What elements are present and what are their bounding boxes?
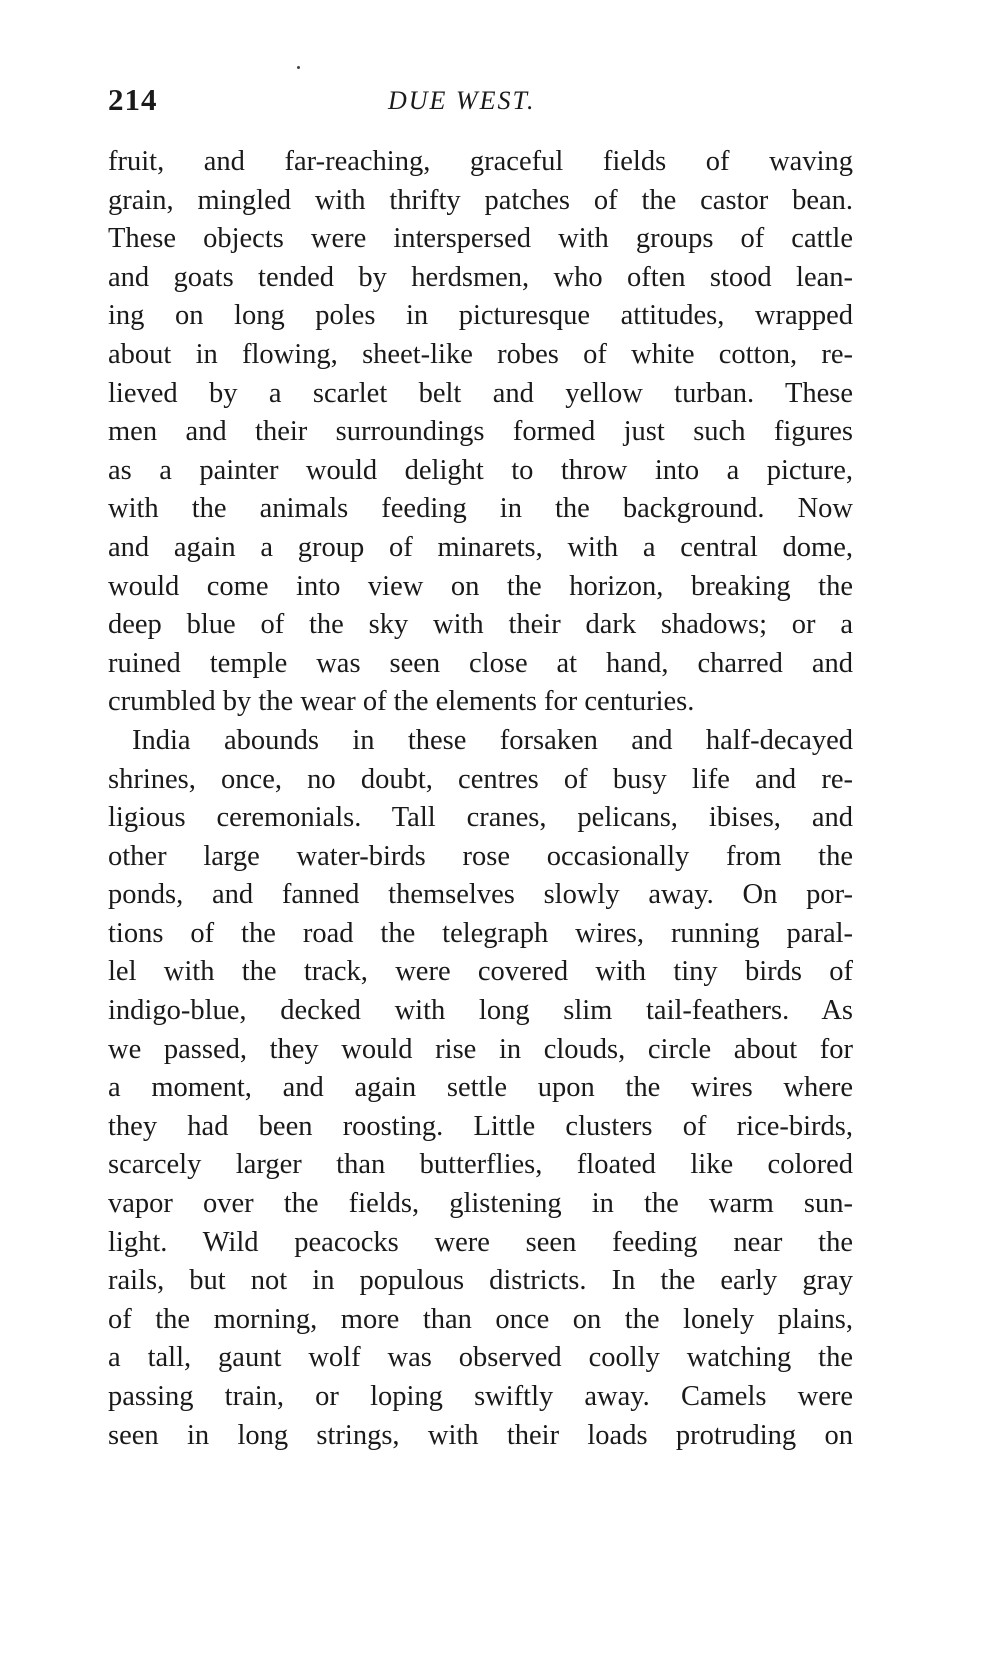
text-line: seen in long strings, with their loads protruding on — [108, 1419, 853, 1451]
text-line: passing train, or loping swiftly away. Camels were — [108, 1381, 853, 1412]
text-line: deep blue of the sky with their dark shadows; or a — [108, 609, 853, 641]
text-line: a tall, gaunt wolf was observed coolly watching the — [108, 1342, 853, 1374]
text-line: vapor over the fields, glistening in the warm sun- — [108, 1188, 853, 1220]
text-line: we passed, they would rise in clouds, circle about for — [108, 1033, 853, 1065]
text-line: a moment, and again settle upon the wires where — [108, 1072, 853, 1104]
text-line: lel with the track, were covered with tiny birds of — [108, 956, 853, 988]
page-header — [108, 82, 853, 122]
text-line: ruined temple was seen close at hand, charred and — [108, 647, 853, 679]
body-text — [108, 143, 853, 1455]
text-line: crumbled by the wear of the elements for centuries. — [108, 686, 695, 718]
text-line: scarcely larger than butterflies, floated like colored — [108, 1149, 853, 1181]
text-line: lieved by a scarlet belt and yellow turban. These — [108, 377, 853, 409]
text-line: would come into view on the horizon, breaking the — [108, 570, 853, 602]
text-line: ponds, and fanned themselves slowly away. On por- — [108, 879, 853, 911]
text-line: of the morning, more than once on the lonely plains, — [108, 1303, 853, 1335]
paper-speck — [297, 66, 300, 69]
page-number: 214 — [108, 82, 158, 117]
text-line: with the animals feeding in the background. Now — [108, 493, 853, 525]
text-line: tions of the road the telegraph wires, running paral- — [108, 917, 853, 949]
text-line: light. Wild peacocks were seen feeding near the — [108, 1226, 853, 1258]
text-line: as a painter would delight to throw into a picture, — [108, 454, 853, 486]
text-line: fruit, and far-reaching, graceful fields of waving — [108, 146, 853, 177]
text-line: other large water-birds rose occasionally from the — [108, 840, 853, 872]
text-line: about in flowing, sheet-like robes of white cotton, re- — [108, 338, 853, 370]
text-line: grain, mingled with thrifty patches of the castor bean. — [108, 184, 853, 216]
text-line: rails, but not in populous districts. In the early gray — [108, 1265, 853, 1297]
text-line: they had been roosting. Little clusters of rice-birds, — [108, 1110, 853, 1142]
text-line: men and their surroundings formed just such figures — [108, 416, 853, 448]
text-line: indigo-blue, decked with long slim tail-feathers. As — [108, 995, 853, 1027]
text-line: ligious ceremonials. Tall cranes, pelicans, ibises, and — [108, 802, 853, 834]
text-line: shrines, once, no doubt, centres of busy life and re- — [108, 763, 853, 795]
text-line: These objects were interspersed with groups of cattle — [108, 223, 853, 255]
text-line: ing on long poles in picturesque attitudes, wrapped — [108, 300, 853, 332]
text-line: and goats tended by herdsmen, who often stood lean- — [108, 261, 853, 293]
text-line: India abounds in these forsaken and half-decayed — [132, 724, 853, 756]
text-line: and again a group of minarets, with a central dome, — [108, 531, 853, 563]
running-title: DUE WEST. — [388, 86, 536, 115]
